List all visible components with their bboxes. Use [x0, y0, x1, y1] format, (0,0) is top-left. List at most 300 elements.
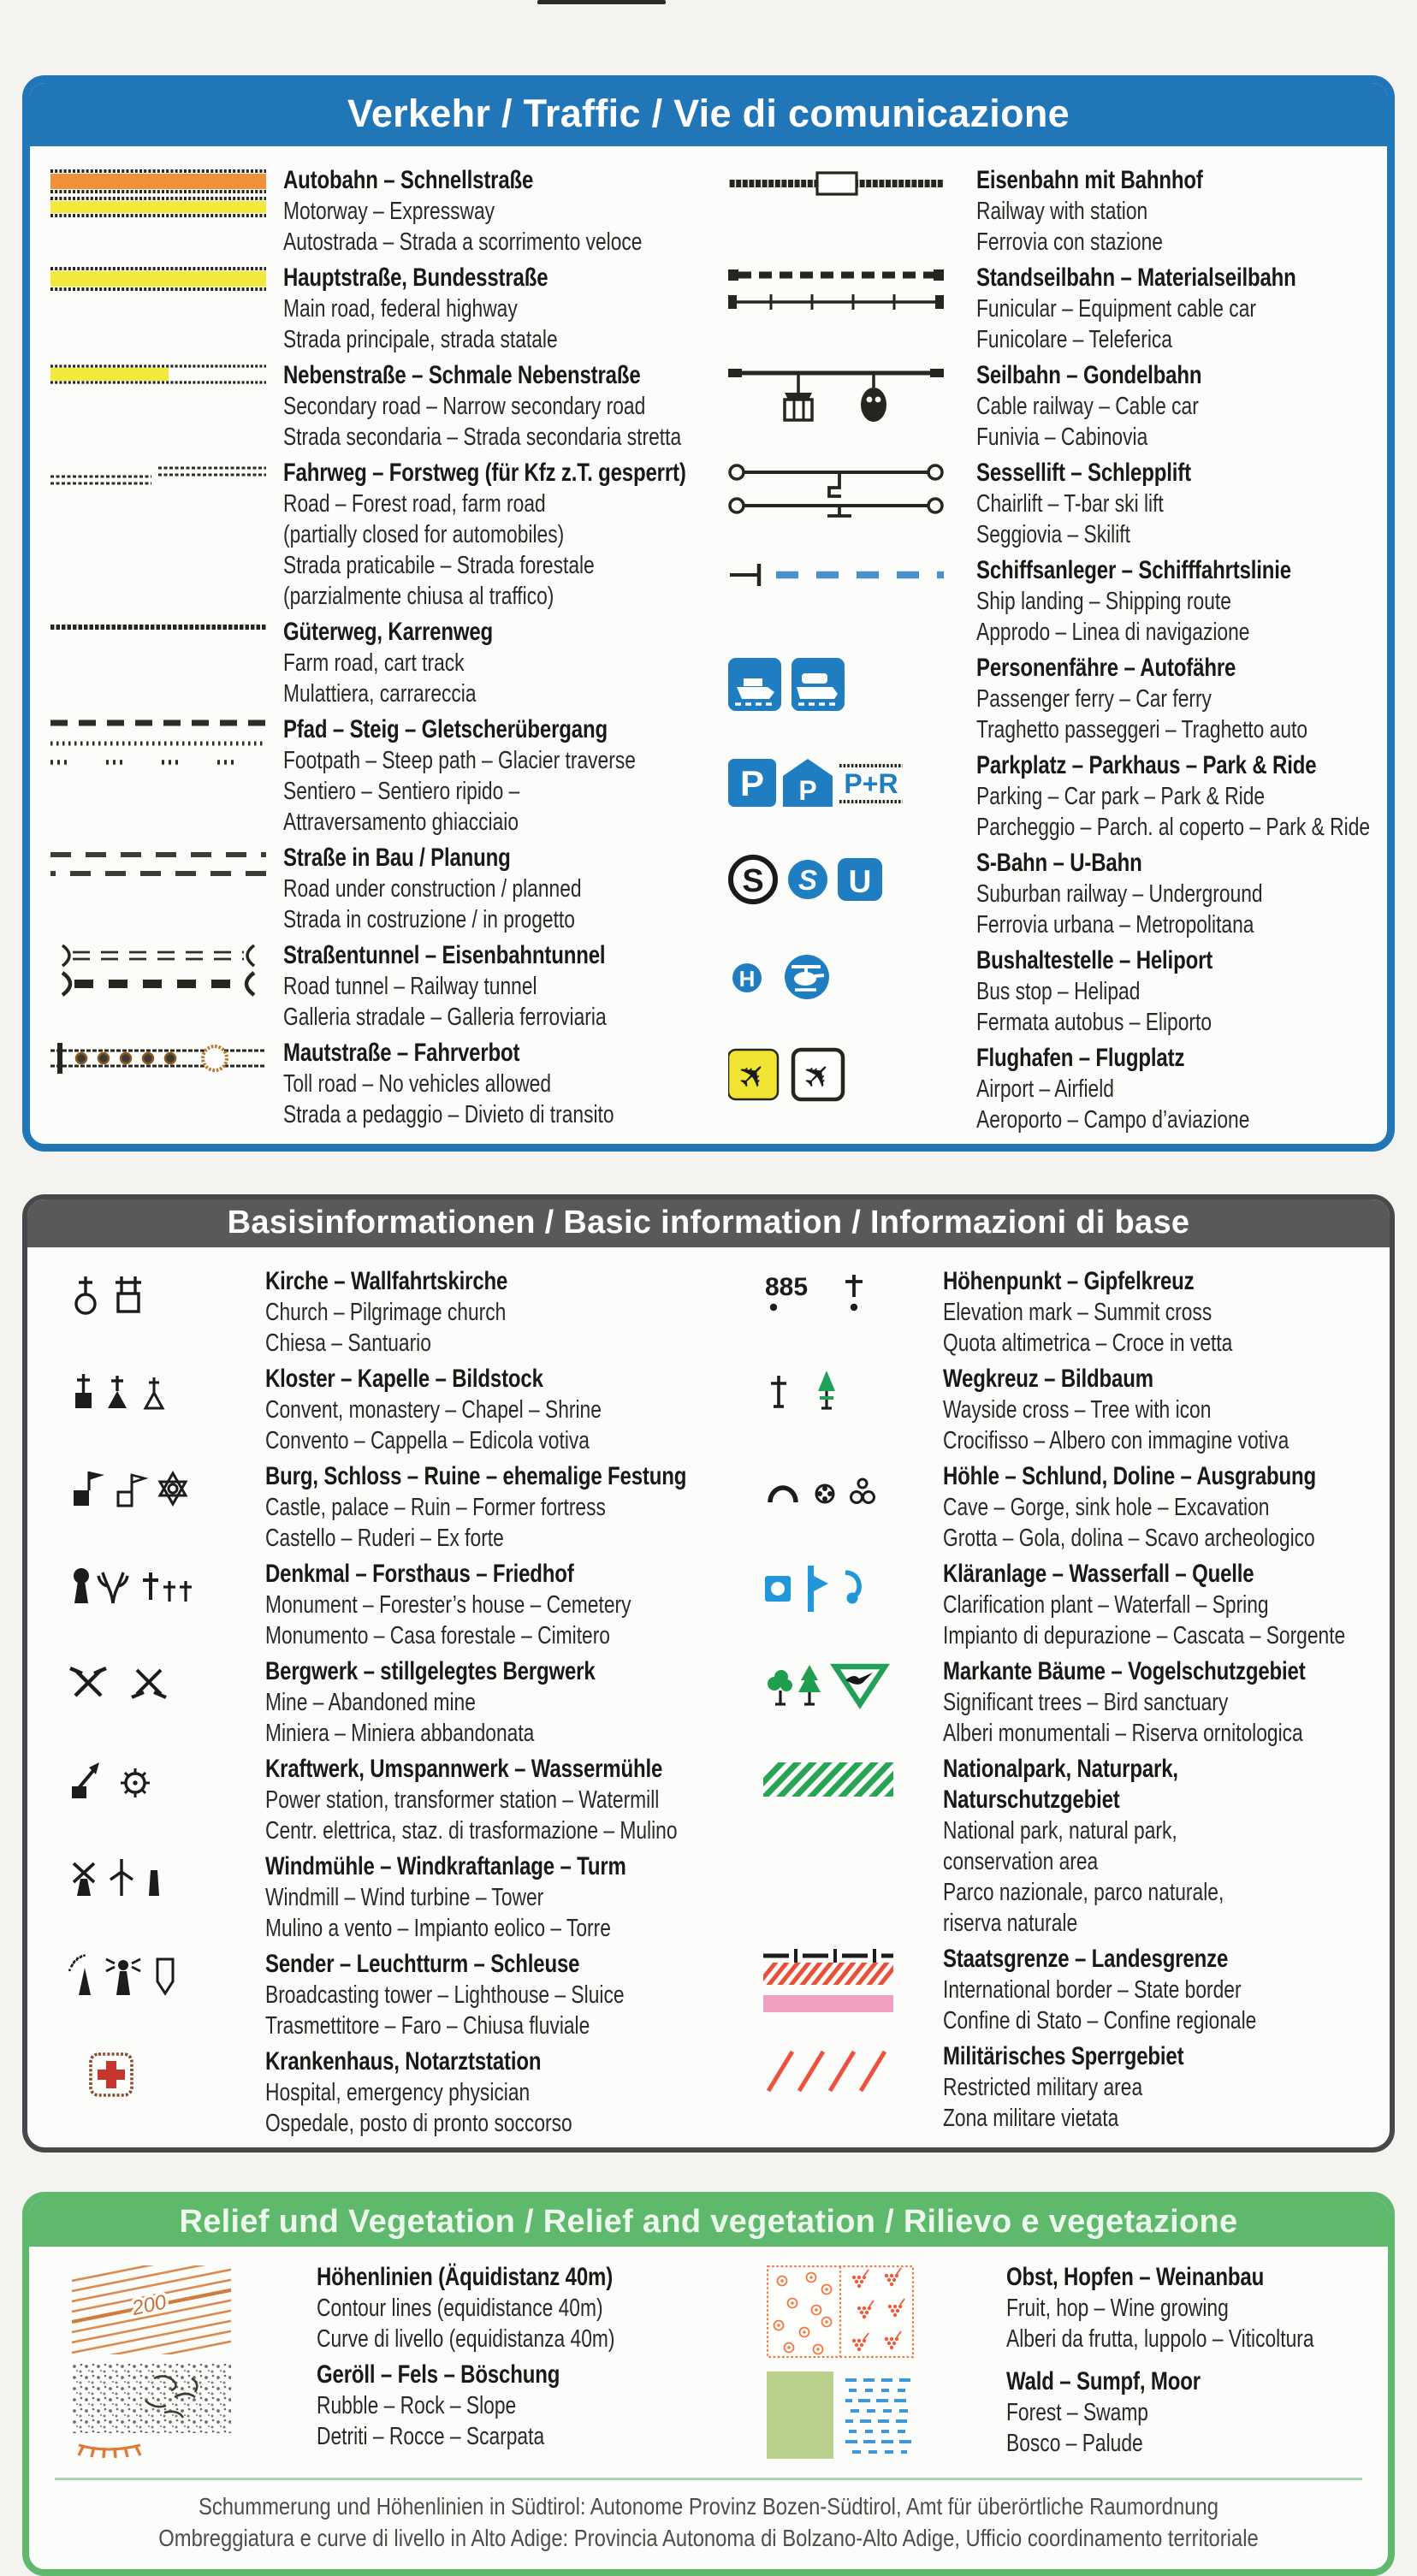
legend-entry-krankenhaus [44, 2046, 729, 2139]
car-park-badge-icon [783, 759, 833, 807]
entry-line: Farm road, cart track [283, 649, 465, 677]
entry-line: Impianto di depurazione – Cascata – Sorgente [943, 1622, 1346, 1649]
entry-line: Elevation mark – Summit cross [943, 1299, 1212, 1326]
funicular-line-icon [728, 266, 944, 314]
legend-entry-schiffsanleger [720, 555, 1395, 648]
entry-title: S-Bahn – U-Bahn [976, 849, 1142, 877]
entry-line: Trasmettitore – Faro – Chiusa fluviale [265, 2012, 590, 2040]
entry-line: Motorway – Expressway [283, 198, 495, 225]
svg-text:200: 200 [130, 2290, 169, 2321]
ubahn-badge-icon [838, 858, 882, 901]
material-cableway-line-icon [728, 294, 944, 310]
railway-station-line-icon [728, 169, 944, 199]
entry-line: Cave – Gorge, sink hole – Excavation [943, 1494, 1270, 1521]
summit-cross-icon [845, 1275, 863, 1297]
legend-entry-kraftwerk [44, 1754, 729, 1846]
kloster-symbol [44, 1364, 265, 1413]
entry-title: Seilbahn – Gondelbahn [976, 361, 1202, 389]
entry-title: Standseilbahn – Materialseilbahn [976, 264, 1296, 292]
spring-icon [845, 1572, 859, 1604]
bird-sanctuary-icon [835, 1667, 885, 1704]
entry-title: Parkplatz – Parkhaus – Park & Ride [976, 751, 1317, 779]
power-station-icon [68, 1757, 180, 1803]
castle-icon [68, 1465, 197, 1513]
gueterweg-symbol [47, 617, 283, 634]
autobahn-symbol [47, 165, 283, 218]
flughafen-symbol [720, 1043, 976, 1104]
entry-title: Kirche – Wallfahrtskirche [265, 1267, 508, 1295]
legend-entry-hoehle [729, 1461, 1395, 1554]
entry-line: International border – State border [943, 1976, 1242, 2004]
entry-line: Mulino a vento – Impianto eolico – Torre [265, 1915, 611, 1942]
panel-traffic [22, 75, 1395, 1152]
svg-text:S: S [797, 864, 818, 896]
legend-entry-faehre [720, 653, 1395, 745]
entry-line: Significant trees – Bird sanctuary [943, 1689, 1229, 1716]
gondola-icon [861, 373, 886, 422]
entry-line: Mulattiera, carrareccia [283, 680, 477, 708]
wayside-cross-icon [763, 1367, 883, 1415]
tunnel-symbol [47, 940, 283, 997]
cable-car-icon [728, 364, 944, 429]
staatsgrenze-symbol [729, 1944, 943, 2016]
entry-title: Mautstraße – Fahrverbot [283, 1039, 520, 1067]
basic-left-column [44, 1266, 729, 2144]
legend-entry-eisenbahn [720, 165, 1395, 258]
panel-traffic-content [30, 146, 1387, 1144]
schiffsanleger-symbol [720, 555, 976, 591]
tbar-lift-line-icon [730, 499, 942, 516]
entry-line: Strada in costruzione / in progetto [283, 906, 575, 933]
sender-symbol [44, 1949, 265, 2000]
entry-title: Burg, Schloss – Ruine – ehemalige Festung [265, 1462, 687, 1490]
hauptstrasse-symbol [47, 263, 283, 292]
legend-entry-seilbahn [720, 360, 1395, 453]
bus-stop-badge-icon [728, 949, 865, 1004]
panel-basic-header: Basisinformationen / Basic information / Informazioni di base [27, 1199, 1390, 1247]
relief-left-column [46, 2262, 736, 2467]
burg-symbol [44, 1461, 265, 1513]
entry-line: Main road, federal highway [283, 295, 518, 323]
entry-line: Toll road – No vehicles allowed [283, 1070, 552, 1098]
entry-line: Ospedale, posto di pronto soccorso [265, 2110, 572, 2137]
pilgrimage-church-icon [116, 1276, 141, 1312]
entry-line: Ferrovia con stazione [976, 228, 1163, 256]
lighthouse-icon [106, 1959, 140, 1995]
entry-title: Sender – Leuchtturm – Schleuse [265, 1950, 580, 1978]
entry-title: Personenfähre – Autofähre [976, 654, 1236, 682]
legend-entry-klaeranlage [729, 1559, 1395, 1651]
contour-lines-icon [72, 2265, 243, 2354]
nationalpark-symbol [729, 1754, 943, 1803]
legend-entry-denkmal [44, 1559, 729, 1651]
icon-tree-icon [818, 1371, 835, 1408]
car-ferry-badge-icon [792, 658, 845, 711]
international-border-icon [763, 1947, 909, 2016]
watermill-icon [121, 1768, 150, 1797]
ruin-icon [118, 1475, 145, 1506]
entry-line: Railway with station [976, 198, 1148, 225]
traffic-left-column [47, 165, 720, 1140]
sinkhole-icon [816, 1485, 833, 1502]
significant-tree-icon [763, 1660, 909, 1711]
bushaltestelle-symbol [720, 945, 976, 1004]
entry-line: Castle, palace – Ruin – Former fortress [265, 1494, 606, 1521]
abandoned-mine-icon [132, 1670, 166, 1697]
entry-line: Road tunnel – Railway tunnel [283, 973, 537, 1000]
krankenhaus-symbol [44, 2046, 265, 2099]
footnote-line-de: Schummerung und Höhenlinien in Südtirol: Autonome Provinz Bozen-Südtirol, Amt für überörtliche Raumordnung [199, 2493, 1218, 2520]
entry-line: Rubble – Rock – Slope [317, 2392, 517, 2419]
entry-line: Cable railway – Cable car [976, 393, 1199, 420]
legend-entry-markante-baeume [729, 1656, 1395, 1749]
entry-line: Monument – Forester’s house – Cemetery [265, 1591, 631, 1619]
svg-text:P: P [798, 775, 817, 806]
toll-road-icon [50, 1041, 266, 1075]
legend-entry-strasse-in-bau [47, 843, 720, 935]
ship-landing-icon [728, 559, 944, 591]
wegkreuz-symbol [729, 1364, 943, 1415]
strasse-in-bau-symbol [47, 843, 283, 882]
chairlift-line-icon [728, 461, 944, 521]
legend-entry-standseilbahn [720, 263, 1395, 355]
cart-track-line-icon [50, 620, 266, 634]
entry-line: Road under construction / planned [283, 875, 582, 903]
entry-line: Restricted military area [943, 2074, 1143, 2101]
entry-line: Windmill – Wind turbine – Tower [265, 1884, 544, 1911]
legend-entry-bushaltestelle [720, 945, 1395, 1038]
entry-line: Grotta – Gola, dolina – Scavo archeologico [943, 1525, 1315, 1552]
legend-entry-wegkreuz [729, 1364, 1395, 1456]
panel-basic [22, 1194, 1395, 2153]
klaeranlage-symbol [729, 1559, 943, 1615]
entry-line: Secondary road – Narrow secondary road [283, 393, 646, 420]
entry-title: Obst, Hopfen – Weinanbau [1006, 2263, 1265, 2291]
parkplatz-symbol [720, 750, 976, 812]
entry-title: Krankenhaus, Notarztstation [265, 2047, 542, 2076]
entry-line: Strada principale, strada statale [283, 326, 558, 353]
entry-line: Funivia – Cabinovia [976, 423, 1148, 451]
entry-line: riserva naturale [943, 1910, 1078, 1937]
relief-right-column [736, 2262, 1390, 2467]
entry-line: Galleria stradale – Galleria ferroviaria [283, 1004, 607, 1031]
entry-title: Kläranlage – Wasserfall – Quelle [943, 1560, 1254, 1588]
entry-line: Strada praticabile – Strada forestale [283, 552, 595, 579]
entry-title: Autobahn – Schnellstraße [283, 166, 534, 194]
legend-entry-bergwerk [44, 1656, 729, 1749]
convent-icon [68, 1367, 188, 1413]
entry-title: Nationalpark, Naturpark, [943, 1755, 1178, 1783]
entry-line: Ferrovia urbana – Metropolitana [976, 911, 1254, 939]
entry-line: Road – Forest road, farm road [283, 490, 546, 518]
entry-line: Footpath – Steep path – Glacier traverse [283, 747, 636, 774]
hospital-cross-icon [68, 2050, 171, 2099]
parking-badge-icon [728, 754, 906, 812]
entry-line: Aeroporto – Campo d’aviazione [976, 1106, 1250, 1134]
airfield-badge-icon [793, 1050, 843, 1100]
mautstrasse-symbol [47, 1038, 283, 1075]
entry-title: Sessellift – Schlepplift [976, 459, 1191, 487]
entry-title: Straßentunnel – Eisenbahntunnel [283, 941, 606, 969]
panel-basic-content [27, 1247, 1390, 2147]
legend-entry-hoehenlinien [46, 2262, 736, 2354]
sluice-icon [157, 1959, 173, 1993]
legend-entry-sbahn [720, 848, 1395, 940]
entry-title: Höhenpunkt – Gipfelkreuz [943, 1267, 1195, 1295]
legend-entry-sessellift [720, 458, 1395, 550]
entry-line: Hospital, emergency physician [265, 2079, 531, 2106]
excavation-icon [851, 1479, 875, 1503]
hoehenlinien-symbol [46, 2262, 317, 2354]
entry-line: Autostrada – Strada a scorrimento veloce [283, 228, 643, 256]
entry-title: Bergwerk – stillgelegtes Bergwerk [265, 1657, 596, 1685]
legend-entry-tunnel [47, 940, 720, 1033]
entry-line: Convent, monastery – Chapel – Shrine [265, 1396, 602, 1424]
legend-entry-fahrweg [47, 458, 720, 612]
entry-title: Schiffsanleger – Schifffahrtslinie [976, 556, 1291, 584]
svg-text:U: U [848, 864, 872, 899]
entry-title: Flughafen – Flugplatz [976, 1044, 1185, 1072]
entry-line: Parcheggio – Parch. al coperto – Park & Ride [976, 814, 1371, 841]
kraftwerk-symbol [44, 1754, 265, 1803]
shrine-icon [145, 1377, 163, 1408]
scan-artifact [537, 0, 666, 4]
entry-title: Kloster – Kapelle – Bildstock [265, 1365, 543, 1393]
seilbahn-symbol [720, 360, 976, 429]
entry-title: Bushaltestelle – Heliport [976, 946, 1213, 974]
entry-line: Miniera – Miniera abbandonata [265, 1720, 535, 1747]
wald-symbol [736, 2366, 1006, 2462]
markante-baeume-symbol [729, 1656, 943, 1711]
forest-road-lines-icon [50, 461, 266, 490]
entry-title: Staatsgrenze – Landesgrenze [943, 1945, 1229, 1973]
forest-fill-icon [767, 2370, 929, 2462]
entry-line: Castello – Ruderi – Ex forte [265, 1525, 504, 1552]
legend-entry-geroell [46, 2360, 736, 2459]
standseilbahn-symbol [720, 263, 976, 314]
entry-line: National park, natural park, [943, 1817, 1177, 1845]
entry-line: Fermata autobus – Eliporto [976, 1009, 1212, 1036]
hoehle-symbol [729, 1461, 943, 1511]
entry-line: Clarification plant – Waterfall – Spring [943, 1591, 1269, 1619]
eisenbahn-symbol [720, 165, 976, 199]
church-icon [68, 1270, 171, 1318]
hoehenpunkt-symbol [729, 1266, 943, 1318]
entry-line: Passenger ferry – Car ferry [976, 685, 1212, 713]
sessellift-symbol [720, 458, 976, 521]
entry-title: Fahrweg – Forstweg (für Kfz z.T. gesperrt) [283, 459, 686, 487]
military-area-hatch-icon [763, 2045, 909, 2096]
entry-line: Bosco – Palude [1006, 2430, 1143, 2457]
entry-line: Bus stop – Helipad [976, 978, 1141, 1005]
road-tunnel-icon [50, 944, 266, 997]
legend-entry-autobahn [47, 165, 720, 258]
entry-line: Seggiovia – Skilift [976, 521, 1130, 548]
fahrweg-symbol [47, 458, 283, 490]
entry-line: Chiesa – Santuario [265, 1329, 431, 1357]
entry-title: Wegkreuz – Bildbaum [943, 1365, 1153, 1393]
entry-line: Zona militare vietata [943, 2105, 1119, 2132]
railway-tunnel-icon [62, 973, 254, 995]
entry-line: Detriti – Rocce – Scarpata [317, 2423, 545, 2450]
entry-line: (parzialmente chiusa al traffico) [283, 583, 554, 610]
kirche-symbol [44, 1266, 265, 1318]
relief-footnote [55, 2478, 1362, 2569]
entry-title: Eisenbahn mit Bahnhof [976, 166, 1203, 194]
entry-title: Militärisches Sperrgebiet [943, 2042, 1184, 2070]
entry-line: Strada a pedaggio – Divieto di transito [283, 1101, 614, 1128]
entry-title: Wald – Sumpf, Moor [1006, 2367, 1201, 2395]
panel-relief [22, 2192, 1395, 2576]
entry-line: Airport – Airfield [976, 1075, 1114, 1103]
entry-line: Confine di Stato – Confine regionale [943, 2007, 1257, 2034]
passenger-ferry-badge-icon [728, 656, 857, 713]
entry-line: Alberi da frutta, luppolo – Viticoltura [1006, 2325, 1314, 2353]
entry-line: Mine – Abandoned mine [265, 1689, 476, 1716]
entry-line: Broadcasting tower – Lighthouse – Sluice [265, 1981, 625, 2009]
conifer-icon [798, 1665, 821, 1704]
entry-line: Church – Pilgrimage church [265, 1299, 507, 1326]
obst-symbol [736, 2262, 1006, 2361]
cave-icon [763, 1465, 900, 1511]
suburban-s-badge-icon [788, 860, 827, 899]
bergwerk-symbol [44, 1656, 265, 1703]
mine-icon [68, 1660, 188, 1703]
traffic-right-column [720, 165, 1395, 1140]
entry-line: Forest – Swamp [1006, 2399, 1148, 2426]
entry-line: Strada secondaria – Strada secondaria stretta [283, 423, 682, 451]
entry-title: Markante Bäume – Vogelschutzgebiet [943, 1657, 1306, 1685]
entry-line: Alberi monumentali – Riserva ornitologica [943, 1720, 1303, 1747]
road-construction-dashes-icon [50, 846, 266, 882]
entry-line: Funicolare – Teleferica [976, 326, 1172, 353]
swamp-pattern-icon [845, 2380, 912, 2452]
waterfall-icon [808, 1566, 828, 1612]
entry-line: Attraversamento ghiacciaio [283, 808, 519, 836]
foresters-house-icon [98, 1572, 127, 1603]
entry-line: Quota altimetrica – Croce in vetta [943, 1329, 1233, 1357]
legend-entry-parkplatz [720, 750, 1395, 843]
entry-line: Suburban railway – Underground [976, 880, 1263, 908]
legend-entry-mautstrasse [47, 1038, 720, 1130]
airport-badge-icon [728, 1046, 857, 1104]
windmill-icon [68, 1855, 180, 1901]
legend-entry-gueterweg [47, 617, 720, 709]
entry-line: Contour lines (equidistance 40m) [317, 2295, 603, 2322]
svg-text:✈: ✈ [728, 1051, 778, 1101]
pfad-symbol [47, 714, 283, 769]
legend-entry-nationalpark [729, 1754, 1395, 1939]
motorway-band-icon [50, 169, 266, 218]
entry-title: Hauptstraße, Bundesstraße [283, 264, 548, 292]
footpath-dash-icon [50, 718, 266, 769]
legend-entry-kloster [44, 1364, 729, 1456]
cemetery-icon [143, 1572, 192, 1602]
entry-line: Curve di livello (equidistanza 40m) [317, 2325, 615, 2353]
entry-title: Höhenlinien (Äquidistanz 40m) [317, 2263, 614, 2291]
entry-title: Pfad – Steig – Gletscherübergang [283, 715, 608, 743]
sperrgebiet-symbol [729, 2041, 943, 2096]
entry-line: Parking – Car park – Park & Ride [976, 783, 1266, 810]
entry-title: Naturschutzgebiet [943, 1785, 1120, 1814]
secondary-road-band-icon [50, 364, 266, 386]
state-border-band-icon [763, 1995, 893, 2012]
entry-title: Geröll – Fels – Böschung [317, 2360, 560, 2389]
geroell-symbol [46, 2360, 317, 2459]
entry-title: Kraftwerk, Umspannwerk – Wassermühle [265, 1755, 663, 1783]
panel-relief-content [29, 2247, 1388, 2467]
entry-line: Traghetto passeggeri – Traghetto auto [976, 716, 1308, 743]
footnote-line-it: Ombreggiatura e curve di livello in Alto Adige: Provincia Autonoma di Bolzano-Alto Adige, Ufficio coordinamento territoriale [158, 2525, 1259, 2551]
entry-line: (partially closed for automobiles) [283, 521, 565, 548]
legend-entry-hauptstrasse [47, 263, 720, 355]
svg-text:885: 885 [765, 1273, 809, 1301]
denkmal-symbol [44, 1559, 265, 1610]
legend-entry-obst [736, 2262, 1390, 2361]
svg-text:✈: ✈ [793, 1051, 843, 1101]
entry-line: Parco nazionale, parco naturale, [943, 1879, 1224, 1906]
basic-right-column [729, 1266, 1395, 2144]
tower-icon [149, 1870, 159, 1896]
entry-title: Güterweg, Karrenweg [283, 618, 494, 646]
panel-traffic-header: Verkehr / Traffic / Vie di comunicazione [30, 83, 1387, 146]
entry-line: Funicular – Equipment cable car [976, 295, 1256, 323]
entry-line: Crocifisso – Albero con immagine votiva [943, 1427, 1290, 1454]
orchard-pattern-icon [767, 2265, 929, 2361]
clarification-plant-icon [763, 1562, 900, 1615]
heliport-badge-icon [785, 955, 829, 999]
panel-relief-header: Relief und Vegetation / Relief and vegetation / Rilievo e vegetazione [29, 2199, 1388, 2247]
entry-line: conservation area [943, 1848, 1099, 1875]
entry-title: Höhle – Schlund, Doline – Ausgrabung [943, 1462, 1317, 1490]
elevation-mark-icon [763, 1270, 900, 1318]
legend-entry-burg [44, 1461, 729, 1554]
entry-line: Monumento – Casa forestale – Cimitero [265, 1622, 610, 1649]
wind-turbine-icon [110, 1859, 133, 1896]
entry-line: Power station, transformer station – Watermill [265, 1786, 660, 1814]
legend-entry-pfad [47, 714, 720, 838]
nebenstrasse-symbol [47, 360, 283, 386]
entry-line: Chairlift – T-bar ski lift [976, 490, 1164, 518]
entry-line: Fruit, hop – Wine growing [1006, 2295, 1229, 2322]
faehre-symbol [720, 653, 976, 713]
no-vehicles-circle-icon [203, 1046, 227, 1070]
legend-entry-staatsgrenze [729, 1944, 1395, 2036]
legend-entry-kirche [44, 1266, 729, 1359]
entry-title: Straße in Bau / Planung [283, 844, 511, 872]
monument-icon [68, 1562, 214, 1610]
legend-entry-sender [44, 1949, 729, 2041]
rubble-rock-icon [72, 2363, 243, 2459]
svg-text:P: P [739, 763, 765, 803]
national-park-hatch-icon [763, 1757, 909, 1803]
legend-entry-hoehenpunkt [729, 1266, 1395, 1359]
main-road-band-icon [50, 266, 266, 292]
legend-entry-windmuehle [44, 1851, 729, 1944]
windmuehle-symbol [44, 1851, 265, 1901]
legend-entry-sperrgebiet [729, 2041, 1395, 2134]
svg-text:S: S [742, 863, 764, 899]
entry-line: Centr. elettrica, staz. di trasformazione – Mulino [265, 1817, 678, 1845]
sbahn-symbol [720, 848, 976, 908]
entry-line: Sentiero – Sentiero ripido – [283, 778, 520, 805]
park-and-ride-badge-icon [839, 766, 903, 802]
legend-entry-nebenstrasse [47, 360, 720, 453]
chapel-icon [108, 1376, 127, 1408]
entry-line: Approdo – Linea di navigazione [976, 619, 1250, 646]
svg-text:P+R: P+R [844, 768, 898, 799]
entry-line: Convento – Cappella – Edicola votiva [265, 1427, 590, 1454]
